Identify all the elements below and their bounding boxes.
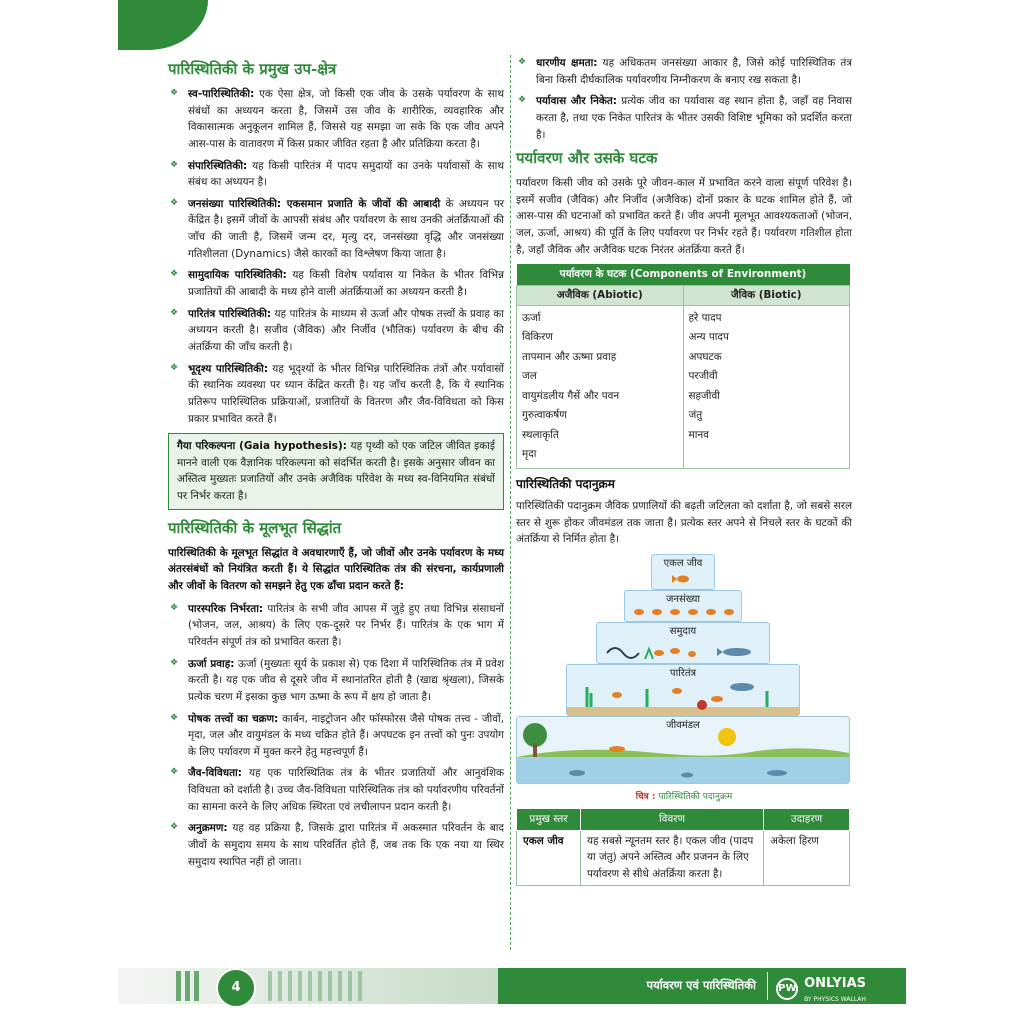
logo-subtext: BY PHYSICS WALLAH — [804, 995, 866, 1003]
corner-decoration — [118, 0, 208, 50]
components-table — [516, 264, 850, 468]
tier-ecosystem — [566, 664, 800, 716]
heading-subfields: पारिस्थितिकी के प्रमुख उप-क्षेत्र — [168, 60, 337, 78]
subfield-text: यह किसी पारितंत्र में पादप समुदायों का उनके पर्यावासों के साथ संबंध का अध्ययन है। — [188, 159, 504, 189]
community-icon — [597, 623, 769, 663]
principle-text: पारितंत्र के सभी जीव आपस में जुड़े हुए तथा विभिन्न संसाधनों (भोजन, जल, आश्रय) के लिए एक-दूसरे पर निर्भर हैं। पारितंत्र के एक भाग में परिवर्तन संपूर्ण तंत्र को प्रभावित करता है। — [188, 602, 504, 648]
concept-item — [516, 55, 852, 88]
concept-text: यह अधिकतम जनसंख्या आकार है, जिसे कोई पारिस्थितिक तंत्र बिना किसी दीर्घकालिक पर्यावरणीय निम्नीकरण के बनाए रख सकता है। — [536, 57, 852, 86]
biotic-item: सहजीवी — [688, 389, 720, 402]
abiotic-cell — [517, 305, 684, 468]
subfields-list — [168, 86, 504, 427]
subfield-term: स्व-पारिस्थितिकी: — [188, 88, 255, 100]
subfield-item — [168, 361, 504, 428]
footer-bar — [118, 968, 906, 1004]
levels-level-text: एकल जीव — [523, 834, 564, 847]
footer-stripes — [176, 971, 199, 1001]
principles-intro-text: पारिस्थितिकी के मूलभूत सिद्धांत वे अवधारणाएँ हैं, जो जीवों और उनके पर्यावरण के मध्य अंतरसंबंधों को नियंत्रित करती हैं। ये सिद्धांत पारिस्थितिक तंत्र की संरचना, कार्यप्रणाली और जीवों के वितरण को समझने हेतु एक ढाँचा प्रदान करते हैं: — [168, 546, 504, 593]
abiotic-header: अजैविक (Abiotic) — [517, 286, 684, 306]
tier-biosphere — [516, 716, 850, 784]
principle-term: पारस्परिक निर्भरता: — [188, 602, 264, 615]
tier-population-label: जनसंख्या — [666, 593, 700, 605]
pw-logo-icon: PW — [776, 978, 798, 1000]
tier-organism — [651, 554, 715, 590]
tier-ecosystem-label: पारितंत्र — [669, 667, 697, 679]
subfield-text: यह किसी विशेष पर्यावास या निकेत के भीतर विभिन्न प्रजातियों की आबादी के मध्य होने वाली अंतर्क्रियाओं का अध्ययन करती है। — [188, 269, 504, 299]
subfield-text: एक ऐसा क्षेत्र, जो किसी एक जीव के उसके पर्यावरण के साथ संबंधों का अध्ययन करता है, जिसमें उस जीव के शारीरिक, व्यवहारिक और विकासात्मक अनुकूलन शामिल हैं, जिससे यह समझा जा सके कि एक जीव अपने आस-पास के वातावरण में किस प्रकार जीवित रहता है और प्रतिक्रिया करता है। — [188, 88, 504, 150]
hierarchy-para: पारिस्थितिकी पदानुक्रम जैविक प्रणालियों की बढ़ती जटिलता को दर्शाता है, जो सबसे सरल स्तर से शुरू होकर जीवमंडल तक जाता है। प्रत्येक स्तर अपने से निचले स्तर के घटकों की अंतर्क्रिया से निर्मित होता है। — [516, 499, 852, 546]
concept-text: प्रत्येक जीव का पर्यावास वह स्थान होता है, जहाँ वह निवास करता है, तथा एक निकेत पारितंत्र के भीतर उसकी विशिष्ट भूमिका को प्रदर्शित करता है। — [536, 95, 852, 141]
concept-term: पर्यावास और निकेत: — [536, 95, 617, 108]
concept-item — [516, 93, 852, 143]
gaia-term: गैया परिकल्पना (Gaia hypothesis): — [177, 440, 347, 453]
biotic-item: जंतु — [688, 409, 703, 422]
subfield-item — [168, 306, 504, 356]
subfield-item — [168, 267, 504, 300]
heading-environment: पर्यावरण और उसके घटक — [516, 149, 658, 168]
biotic-item: हरे पादप — [688, 311, 722, 324]
footer-divider — [767, 972, 768, 1000]
tier-population — [624, 590, 742, 622]
subfield-term: जनसंख्या पारिस्थितिकी: एकसमान प्रजाति के जीवों की आबादी — [188, 197, 441, 210]
left-column — [168, 55, 504, 875]
subfield-term: संपारिस्थितिकी: — [188, 159, 248, 172]
column-divider — [510, 55, 511, 950]
biotic-item: अन्य पादप — [688, 331, 729, 344]
principle-text: यह वह प्रक्रिया है, जिसके द्वारा पारितंत्र में अकस्मात परिवर्तन के बाद जीवों के समुदाय समय के साथ परिवर्तित होते हैं, जब तक कि एक नया या स्थिर समुदाय स्थापित नहीं हो जाता। — [188, 822, 504, 868]
tier-organism-label: एकल जीव — [663, 557, 703, 569]
levels-cell-level — [517, 830, 581, 885]
abiotic-item: स्थलाकृति — [522, 428, 559, 441]
principle-item — [168, 765, 504, 815]
principle-item — [168, 656, 504, 706]
principle-term: जैव-विविधता: — [188, 767, 242, 780]
abiotic-item: जल — [522, 370, 537, 383]
abiotic-item: मृदा — [522, 448, 537, 461]
levels-header-level: प्रमुख स्तर — [517, 809, 581, 831]
biotic-header: जैविक (Biotic) — [683, 286, 850, 306]
heading-hierarchy: पारिस्थितिकी पदानुक्रम — [516, 476, 615, 491]
abiotic-item: गुरुत्वाकर्षण — [522, 409, 567, 422]
figure-caption-text: पारिस्थितिकी पदानुक्रम — [655, 791, 733, 802]
components-table-title: पर्यावरण के घटक (Components of Environment) — [517, 264, 850, 285]
principle-text: यह एक पारिस्थितिक तंत्र के भीतर प्रजातियों और आनुवंशिक विविधता को दर्शाती है। उच्च जैव-विविधता पारिस्थितिक तंत्र को पर्यावरणीय परिवर्तनों का सामना करने के लिए अधिक स्थिरता एवं लचीलापन प्रदान करती है। — [188, 767, 504, 813]
biotic-item: मानव — [688, 428, 709, 441]
principle-item — [168, 820, 504, 870]
biotic-item: अपघटक — [688, 350, 722, 363]
tier-biosphere-label: जीवमंडल — [666, 719, 700, 731]
biotic-cell — [683, 305, 850, 468]
levels-cell-example: अकेला हिरण — [764, 830, 850, 885]
principles-intro — [168, 545, 504, 595]
figure-key: चित्र : — [635, 791, 656, 802]
abiotic-item: वायुमंडलीय गैसें और पवन — [522, 389, 620, 402]
principle-term: ऊर्जा प्रवाह: — [188, 657, 235, 670]
subfield-text: के अध्ययन पर केंद्रित है। इसमें जीवों के आपसी संबंध और पर्यावरण के साथ उनकी अंतर्क्रियाओं की जाँच की जाती है, जिसमें जन्म दर, मृत्यु दर, जनसंख्या वृद्धि और जनसंख्या गतिशीलता (Dynamics) जैसे कारकों का विश्लेषण किया जाता है। — [188, 197, 505, 260]
footer-title: पर्यावरण एवं पारिस्थितिकी — [646, 978, 756, 992]
subfield-term: पारितंत्र पारिस्थितिकी: — [188, 307, 272, 320]
abiotic-item: तापमान और ऊष्मा प्रवाह — [522, 350, 617, 363]
levels-table — [516, 808, 850, 886]
abiotic-item: ऊर्जा — [522, 311, 541, 324]
tier-community — [596, 622, 770, 664]
page-number: 4 — [216, 968, 256, 1008]
principle-term: पोषक तत्त्वों का चक्रण: — [188, 712, 279, 725]
principle-text: ऊर्जा (मुख्यतः सूर्य के प्रकाश से) एक दिशा में पारिस्थितिक तंत्र में प्रवेश करती है। यह एक जीव से दूसरे जीव में स्थानांतरित होती है (खाद्य श्रृंखला), जिसके प्रत्येक चरण में इसका कुछ भाग ऊष्मा के रूप में क्षय हो जाता है। — [188, 657, 505, 703]
principle-term: अनुक्रमण: — [188, 822, 228, 835]
principles-list — [168, 601, 504, 871]
subfield-item — [168, 158, 504, 191]
subfield-term: भूदृश्य पारिस्थितिकी: — [188, 362, 269, 375]
gaia-text: यह पृथ्वी को एक जटिल जीवित इकाई मानने वाली एक वैज्ञानिक परिकल्पना को संदर्भित करती है। इसके अनुसार जीवन का अस्तित्व मुख्यतः प्रजातियों और उनके अजैविक परिवेश के मध्य स्व-विनियमित संबंधों पर निर्भर करता है। — [177, 440, 495, 503]
environment-para: पर्यावरण किसी जीव को उसके पूरे जीवन-काल में प्रभावित करने वाला संपूर्ण परिवेश है। इसमें सजीव (जैविक) और निर्जीव (अजैविक) दोनों प्रकार के घटक शामिल होते हैं, जो आस-पास की घटनाओं को प्रभावित करते हैं। जीव अपनी मूलभूत आवश्यकताओं (भोजन, जल, ऊर्जा, आश्रय) की पूर्ति के लिए पर्यावरण पर निर्भर रहते हैं। पर्यावरण गतिशील होता है, जहाँ जैविक और अजैविक घटक निरंतर अंतर्क्रिया करते हैं। — [516, 177, 852, 256]
fish-icon — [652, 555, 714, 589]
gaia-box — [168, 433, 504, 510]
top-items-list — [516, 55, 852, 143]
tier-community-label: समुदाय — [669, 625, 697, 637]
principle-item — [168, 711, 504, 761]
levels-cell-desc: यह सबसे न्यूनतम स्तर है। एकल जीव (पादप या जंतु) अपने अस्तित्व और प्रजनन के लिए पर्यावरण से सीधे अंतर्क्रिया करता है। — [581, 830, 764, 885]
footer-stripes-2 — [268, 968, 498, 1004]
levels-header-desc: विवरण — [581, 809, 764, 831]
principle-item — [168, 601, 504, 651]
right-column — [516, 55, 852, 886]
logo-text: ONLYIAS — [804, 976, 866, 991]
abiotic-item: विकिरण — [522, 331, 553, 344]
figure-caption — [516, 790, 852, 804]
biosphere-icon — [517, 717, 849, 783]
principle-text: कार्बन, नाइट्रोजन और फॉस्फोरस जैसे पोषक तत्त्व - जीवों, मृदा, जल और वायुमंडल के मध्य चक्रित होते हैं। अपघटक इन तत्त्वों को पुनः उपयोग के लिए पर्यावरण में मुक्त करने हेतु महत्त्वपूर्ण हैं। — [188, 712, 504, 758]
hierarchy-pyramid-figure — [516, 554, 850, 784]
concept-term: धारणीय क्षमता: — [536, 57, 598, 69]
subfield-item — [168, 86, 504, 153]
biotic-item: परजीवी — [688, 370, 718, 383]
subfield-item — [168, 196, 504, 263]
fish-school-icon — [625, 591, 741, 621]
heading-principles: पारिस्थितिकी के मूलभूत सिद्धांत — [168, 518, 342, 537]
ecosystem-icon — [567, 665, 799, 715]
subfield-text: यह भूदृश्यों के भीतर विभिन्न पारिस्थितिक तंत्रों और पर्यावासों की स्थानिक व्यवस्था पर ध्यान केंद्रित करती है। यह जाँच करती है, कि ये स्थानिक प्रतिरूप पारिस्थितिक प्रक्रियाओं, प्रजातियों के वितरण और जैव-विविधता को किस प्रकार प्रभावित करते हैं। — [188, 362, 504, 425]
subfield-term: सामुदायिक पारिस्थितिकी: — [188, 269, 287, 282]
table-row — [517, 830, 850, 885]
levels-header-example: उदाहरण — [764, 809, 850, 831]
subfield-text: यह पारितंत्र के माध्यम से ऊर्जा और पोषक तत्त्वों के प्रवाह का अध्ययन करती है। सजीव (जैविक) और निर्जीव (भौतिक) पर्यावरण के बीच की अंतर्क्रिया की जाँच करती है। — [188, 307, 504, 353]
brand-logo — [776, 974, 866, 1004]
